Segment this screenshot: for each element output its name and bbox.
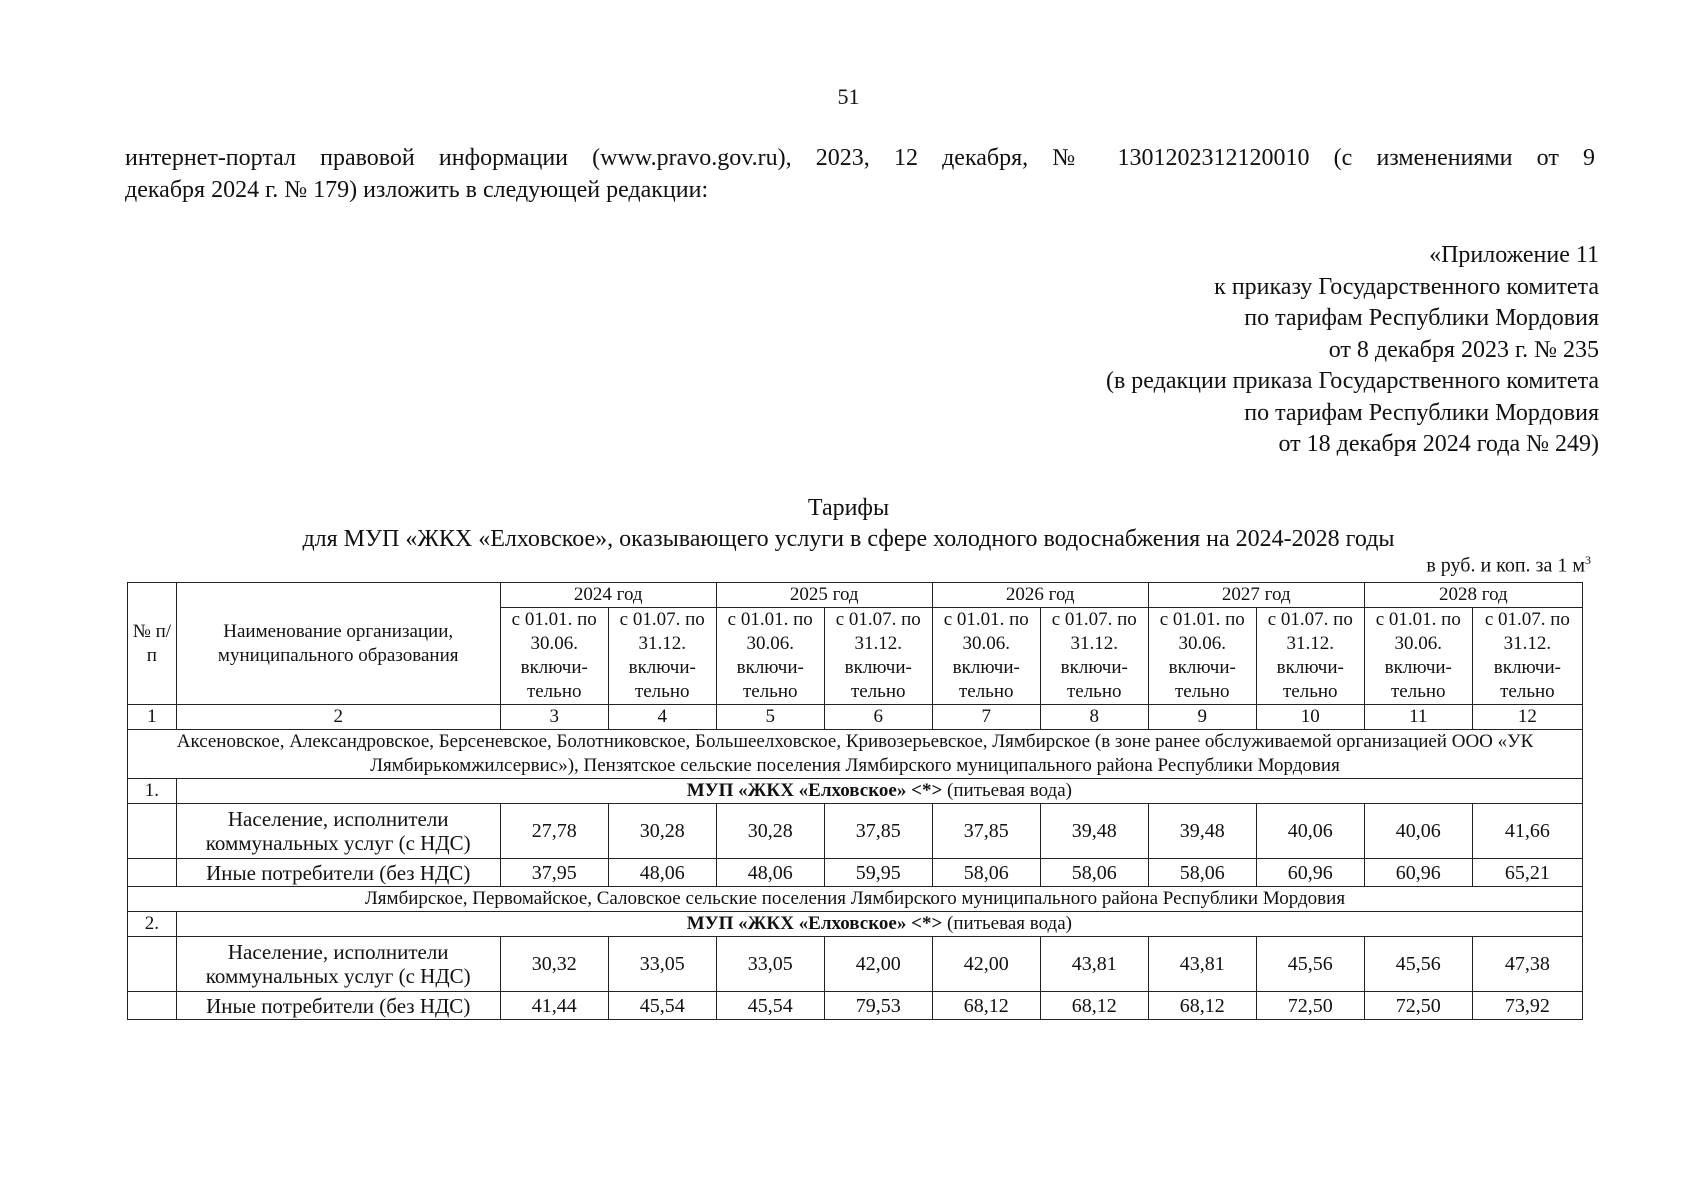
empty-cell (128, 859, 177, 887)
column-index: 4 (608, 705, 716, 730)
appendix-line: от 8 декабря 2023 г. № 235 (1328, 336, 1599, 363)
empty-cell (128, 937, 177, 992)
column-index: 7 (932, 705, 1040, 730)
tariff-value: 37,85 (932, 804, 1040, 859)
header-year: 2024 год (500, 583, 716, 608)
column-index-row (128, 705, 1583, 730)
tariff-value: 43,81 (1148, 937, 1256, 992)
row-number: 2. (128, 912, 177, 937)
appendix-line: по тарифам Республики Мордовия (1244, 399, 1599, 426)
header-period: с 01.01. по 30.06. включи-тельно (716, 608, 824, 705)
organization-suffix: (питьевая вода) (942, 913, 1072, 934)
organization-name (176, 779, 1582, 804)
header-period: с 01.07. по 31.12. включи-тельно (1040, 608, 1148, 705)
unit-label (1426, 553, 1591, 578)
tariff-value: 42,00 (824, 937, 932, 992)
area-description: Аксеновское, Александровское, Берсеневское, Болотниковское, Большеелховское, Кривозерьевское, Лямбирское (в зоне ранее обслуживаемой организацией ООО «УК Лямбирькомжилсервис»), Пензятское сельские поселения Лямбирского муниципального района Республики Мордовия (128, 730, 1583, 779)
tariff-value: 39,48 (1040, 804, 1148, 859)
unit-superscript: 3 (1585, 553, 1591, 567)
tariff-value: 72,50 (1364, 992, 1472, 1020)
column-index: 10 (1256, 705, 1364, 730)
document-title (0, 493, 1697, 555)
column-index: 2 (176, 705, 500, 730)
unit-text: в руб. и коп. за 1 м (1426, 554, 1585, 577)
row-number: 1. (128, 779, 177, 804)
appendix-line: по тарифам Республики Мордовия (1244, 305, 1599, 331)
tariff-value: 45,56 (1364, 937, 1472, 992)
tariff-value: 37,85 (824, 804, 932, 859)
tariff-value: 41,44 (500, 992, 608, 1020)
tariff-value: 58,06 (1148, 859, 1256, 887)
tariff-value: 65,21 (1472, 859, 1582, 887)
tariff-value: 48,06 (608, 859, 716, 887)
column-index: 9 (1148, 705, 1256, 730)
column-index: 12 (1472, 705, 1582, 730)
consumer-name: Население, исполнители коммунальных услуг (с НДС) (176, 937, 500, 992)
organization-name (176, 912, 1582, 937)
tariff-value: 33,05 (608, 937, 716, 992)
consumer-name: Население, исполнители коммунальных услуг (с НДС) (176, 804, 500, 859)
consumer-name: Иные потребители (без НДС) (176, 992, 500, 1020)
tariff-value: 42,00 (932, 937, 1040, 992)
intro-line-1: интернет-портал правовой информации (www.pravo.gov.ru), 2023, 12 декабря, № 1301202312120010 (с изменениями от 9 (125, 145, 1595, 171)
title-subtitle: для МУП «ЖКХ «Елховское», оказывающего услуги в сфере холодного водоснабжения на 2024-2028 годы (302, 526, 1395, 552)
header-period: с 01.07. по 31.12. включи-тельно (1256, 608, 1364, 705)
organization-suffix: (питьевая вода) (942, 780, 1072, 801)
intro-line-2: декабря 2024 г. № 179) изложить в следующей редакции: (125, 177, 709, 203)
title-main: Тарифы (807, 495, 890, 521)
empty-cell (128, 804, 177, 859)
column-index: 8 (1040, 705, 1148, 730)
header-year: 2026 год (932, 583, 1148, 608)
header-name: Наименование организации, муниципального образования (176, 583, 500, 705)
table-row (128, 859, 1583, 887)
tariff-value: 47,38 (1472, 937, 1582, 992)
tariff-value: 60,96 (1364, 859, 1472, 887)
header-period: с 01.01. по 30.06. включи-тельно (932, 608, 1040, 705)
tariff-value: 58,06 (1040, 859, 1148, 887)
appendix-header (1106, 240, 1599, 461)
header-period: с 01.01. по 30.06. включи-тельно (1364, 608, 1472, 705)
header-period: с 01.07. по 31.12. включи-тельно (608, 608, 716, 705)
tariff-value: 41,66 (1472, 804, 1582, 859)
tariff-value: 27,78 (500, 804, 608, 859)
tariff-value: 45,54 (716, 992, 824, 1020)
header-row-years (128, 583, 1583, 608)
tariff-value: 72,50 (1256, 992, 1364, 1020)
tariff-value: 68,12 (1148, 992, 1256, 1020)
appendix-line: от 18 декабря 2024 года № 249) (1278, 431, 1599, 457)
header-year: 2025 год (716, 583, 932, 608)
organization-row (128, 779, 1583, 804)
organization-row (128, 912, 1583, 937)
column-index: 3 (500, 705, 608, 730)
column-index: 6 (824, 705, 932, 730)
tariff-value: 79,53 (824, 992, 932, 1020)
appendix-line: «Приложение 11 (1429, 242, 1599, 268)
column-index: 11 (1364, 705, 1472, 730)
tariff-value: 40,06 (1256, 804, 1364, 859)
header-period: с 01.07. по 31.12. включи-тельно (824, 608, 932, 705)
header-year: 2028 год (1364, 583, 1582, 608)
appendix-line: (в редакции приказа Государственного комитета (1105, 368, 1599, 394)
organization-bold: МУП «ЖКХ «Елховское» <*> (686, 780, 943, 801)
area-row (128, 730, 1583, 779)
tariff-value: 68,12 (1040, 992, 1148, 1020)
tariff-value: 37,95 (500, 859, 608, 887)
column-index: 1 (128, 705, 177, 730)
tariffs-table (127, 582, 1583, 1020)
tariff-value: 45,54 (608, 992, 716, 1020)
header-period: с 01.01. по 30.06. включи-тельно (1148, 608, 1256, 705)
area-description: Лямбирское, Первомайское, Саловское сельские поселения Лямбирского муниципального района Республики Мордовия (128, 887, 1583, 912)
organization-bold: МУП «ЖКХ «Елховское» <*> (686, 913, 943, 934)
tariff-value: 73,92 (1472, 992, 1582, 1020)
tariff-value: 60,96 (1256, 859, 1364, 887)
tariff-value: 39,48 (1148, 804, 1256, 859)
column-index: 5 (716, 705, 824, 730)
tariff-value: 68,12 (932, 992, 1040, 1020)
table-row (128, 804, 1583, 859)
tariff-value: 30,32 (500, 937, 608, 992)
tariff-value: 45,56 (1256, 937, 1364, 992)
header-year: 2027 год (1148, 583, 1364, 608)
empty-cell (128, 992, 177, 1020)
tariff-value: 33,05 (716, 937, 824, 992)
tariff-value: 30,28 (608, 804, 716, 859)
header-period: с 01.07. по 31.12. включи-тельно (1472, 608, 1582, 705)
area-row (128, 887, 1583, 912)
table-row (128, 992, 1583, 1020)
intro-paragraph (125, 142, 1595, 206)
page-number: 51 (837, 84, 860, 109)
tariff-value: 59,95 (824, 859, 932, 887)
tariff-value: 30,28 (716, 804, 824, 859)
header-num: № п/п (128, 583, 177, 705)
header-period: с 01.01. по 30.06. включи-тельно (500, 608, 608, 705)
table-row (128, 937, 1583, 992)
tariff-value: 40,06 (1364, 804, 1472, 859)
appendix-line: к приказу Государственного комитета (1214, 273, 1599, 300)
tariff-value: 43,81 (1040, 937, 1148, 992)
tariff-value: 58,06 (932, 859, 1040, 887)
tariff-value: 48,06 (716, 859, 824, 887)
consumer-name: Иные потребители (без НДС) (176, 859, 500, 887)
